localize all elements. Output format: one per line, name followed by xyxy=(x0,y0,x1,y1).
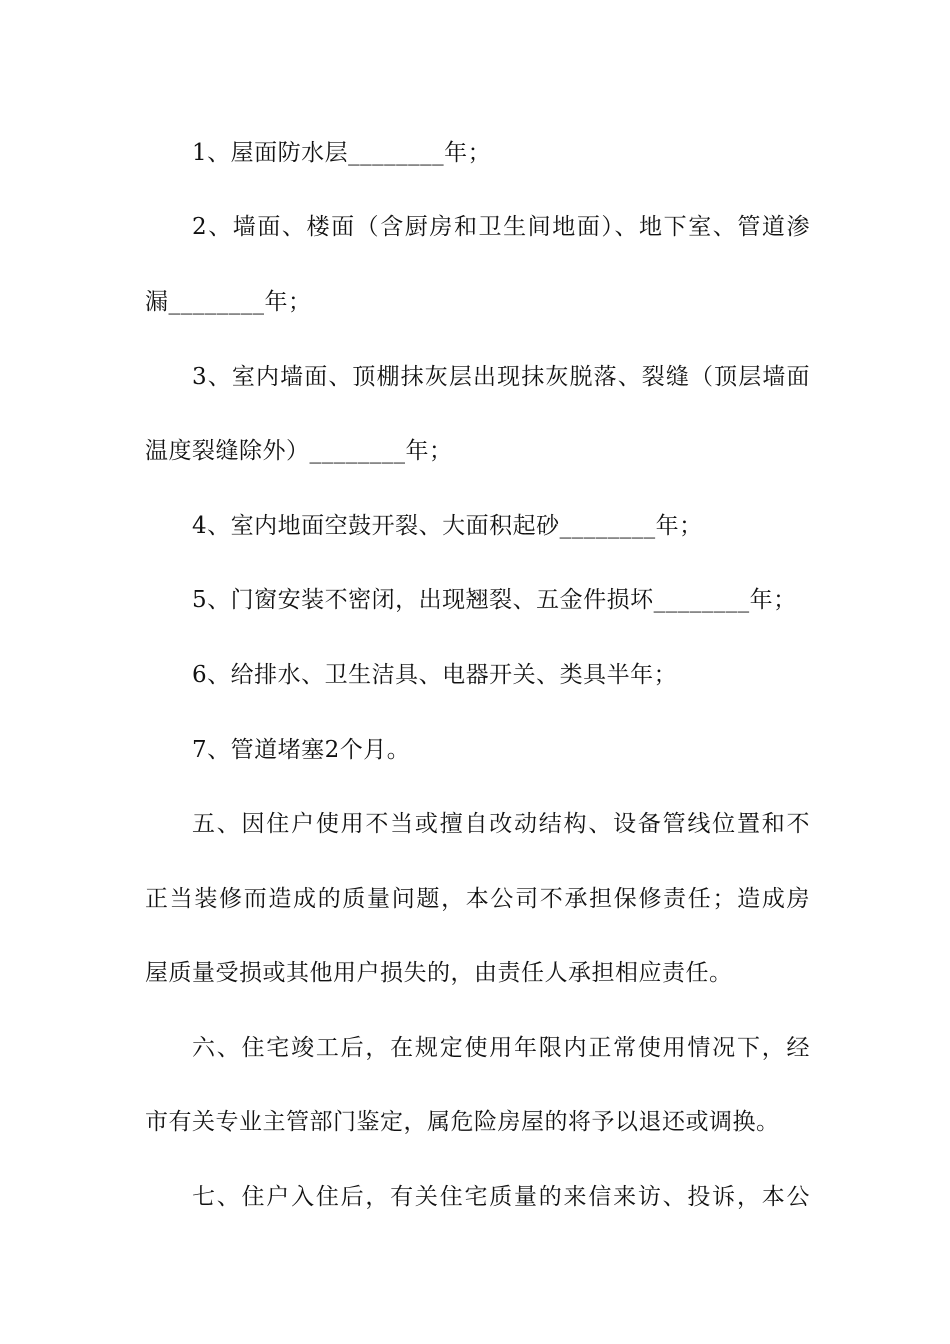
item-7-pipe-blockage: 7、管道堵塞2个月。 xyxy=(192,737,411,763)
item-3-plaster-line1: 3、室内墙面、顶棚抹灰层出现抹灰脱落、裂缝（顶层墙面 xyxy=(192,364,810,390)
item-3-plaster-line2: 温度裂缝除外）________年； xyxy=(145,438,453,464)
item-4-floor-crack: 4、室内地面空鼓开裂、大面积起砂________年； xyxy=(192,513,703,539)
section-5-line3: 屋质量受损或其他用户损失的，由责任人承担相应责任。 xyxy=(145,960,733,986)
item-1-roof-waterproof: 1、屋面防水层________年； xyxy=(192,140,492,166)
item-5-door-window: 5、门窗安装不密闭，出现翘裂、五金件损坏________年； xyxy=(192,587,797,613)
item-2-wall-floor-line2: 漏________年； xyxy=(145,289,312,315)
item-6-plumbing-electric: 6、给排水、卫生洁具、电器开关、类具半年； xyxy=(192,662,678,688)
section-5-line2: 正当装修而造成的质量问题，本公司不承担保修责任；造成房 xyxy=(145,886,810,912)
section-6-line2: 市有关专业主管部门鉴定，属危险房屋的将予以退还或调换。 xyxy=(145,1109,780,1135)
item-2-wall-floor-line1: 2、墙面、楼面（含厨房和卫生间地面）、地下室、管道渗 xyxy=(192,214,810,240)
section-6-line1: 六、住宅竣工后，在规定使用年限内正常使用情况下，经 xyxy=(192,1035,810,1061)
section-5-line1: 五、因住户使用不当或擅自改动结构、设备管线位置和不 xyxy=(192,811,810,837)
section-7-line1: 七、住户入住后，有关住宅质量的来信来访、投诉，本公 xyxy=(192,1184,810,1210)
